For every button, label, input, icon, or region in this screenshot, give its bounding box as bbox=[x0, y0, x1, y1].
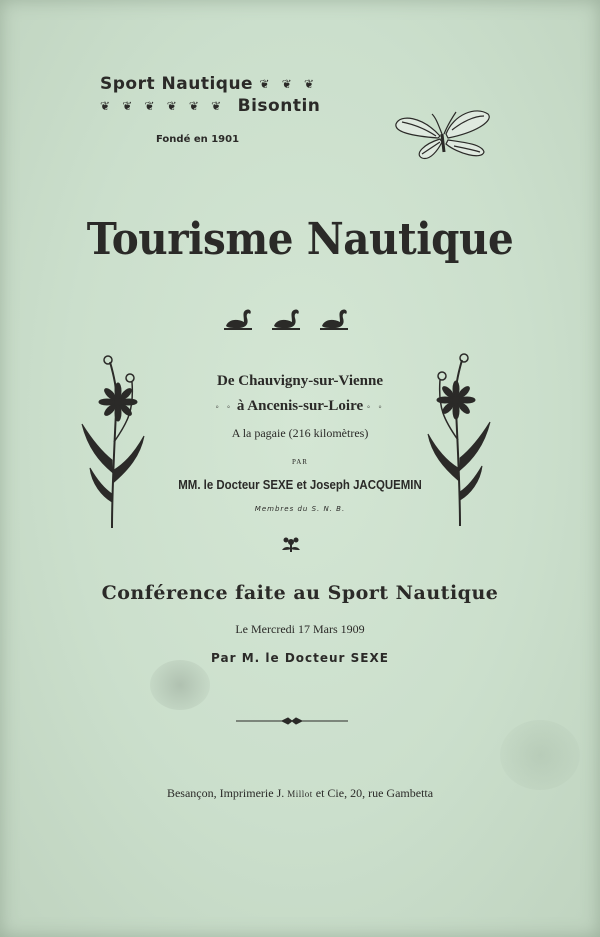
swan-icon bbox=[272, 309, 300, 330]
ornament-icon: ❦ ❦ ❦ bbox=[259, 77, 319, 91]
club-name-text: Sport Nautique bbox=[100, 74, 254, 94]
par-label: PAR bbox=[292, 458, 308, 466]
document-title: Tourisme Nautique bbox=[86, 214, 514, 265]
paper-stain bbox=[150, 660, 210, 710]
fleuron-icon bbox=[281, 536, 301, 554]
paper-stain bbox=[500, 720, 580, 790]
swan-ornament bbox=[222, 306, 352, 332]
route-origin: De Chauvigny-sur-Vienne bbox=[217, 373, 383, 389]
route-destination: à Ancenis-sur-Loire bbox=[236, 398, 364, 414]
printer-name: Millot bbox=[287, 789, 313, 799]
founded-date: Fondé en 1901 bbox=[156, 134, 240, 145]
divider-rule bbox=[236, 716, 348, 726]
members-note: Membres du S. N. B. bbox=[254, 505, 346, 513]
club-city-text: Bisontin bbox=[237, 96, 321, 116]
swan-icon bbox=[224, 309, 252, 330]
lecture-date: Le Mercredi 17 Mars 1909 bbox=[235, 622, 365, 636]
authors: MM. le Docteur SEXE et Joseph JACQUEMIN bbox=[178, 477, 422, 492]
printer-address: et Cie, 20, rue Gambetta bbox=[315, 786, 434, 800]
printer-prefix: Besançon, Imprimerie J. bbox=[166, 786, 285, 800]
route-distance: A la pagaie (216 kilomètres) bbox=[231, 426, 369, 440]
ornament-icon: ❦ ❦ ❦ ❦ ❦ ❦ bbox=[100, 99, 226, 113]
lecture-title: Conférence faite au Sport Nautique bbox=[101, 582, 499, 604]
club-name bbox=[100, 74, 320, 116]
dots-ornament: ◦ ◦ bbox=[366, 401, 385, 412]
lecture-speaker: Par M. le Docteur SEXE bbox=[211, 651, 389, 665]
route-destination-line bbox=[0, 398, 600, 415]
club-name-line1 bbox=[100, 74, 320, 94]
butterfly-icon bbox=[392, 106, 496, 166]
dots-ornament: ◦ ◦ bbox=[215, 401, 234, 412]
swan-icon bbox=[320, 309, 348, 330]
printer-imprint bbox=[0, 786, 600, 801]
club-name-line2 bbox=[100, 96, 320, 116]
